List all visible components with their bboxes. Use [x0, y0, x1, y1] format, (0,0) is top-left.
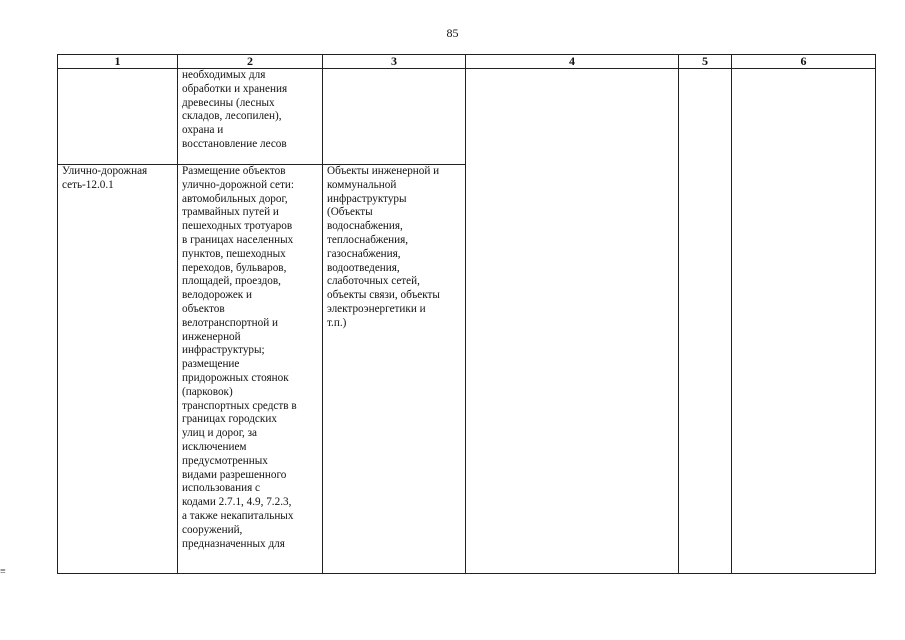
zoning-table — [57, 54, 876, 574]
merged-column-4-cell — [466, 69, 679, 574]
row2-use-name-cell: Улично-дорожная сеть-12.0.1 — [58, 165, 178, 574]
column-header-5: 5 — [679, 55, 732, 69]
margin-mark: ≡ — [0, 566, 6, 577]
page-number: 85 — [446, 26, 459, 40]
row1-use-name-cell — [58, 69, 178, 165]
column-header-6: 6 — [732, 55, 876, 69]
column-header-3: 3 — [323, 55, 466, 69]
row1-permitted-objects-cell — [323, 69, 466, 165]
table-header-row — [58, 55, 876, 69]
row1-description-cell: необходимых для обработки и хранения древесины (лесных складов, лесопилен), охрана и восстановление лесов — [178, 69, 323, 165]
merged-column-5-cell — [679, 69, 732, 574]
row2-description-cell: Размещение объектов улично-дорожной сети: автомобильных дорог, трамвайных путей и пешеходных тротуаров в границах населенных пунктов, пешеходных переходов, бульваров, площадей, проездов, велодорожек и объектов велотранспортной и инженерной инфраструктуры; размещение придорожных стоянок (парковок) транспортных средств в границах городских улиц и дорог, за исключением предусмотренных видами разрешенного использования с кодами 2.7.1, 4.9, 7.2.3, а также некапитальных сооружений, предназначенных для — [178, 165, 323, 574]
table-row — [58, 69, 876, 165]
column-header-2: 2 — [178, 55, 323, 69]
row2-permitted-objects-cell: Объекты инженерной и коммунальной инфраструктуры (Объекты водоснабжения, теплоснабжения, газоснабжения, водоотведения, слаботочных сетей, объекты связи, объекты электроэнергетики и т.п.) — [323, 165, 466, 574]
column-header-4: 4 — [466, 55, 679, 69]
column-header-1: 1 — [58, 55, 178, 69]
merged-column-6-cell — [732, 69, 876, 574]
